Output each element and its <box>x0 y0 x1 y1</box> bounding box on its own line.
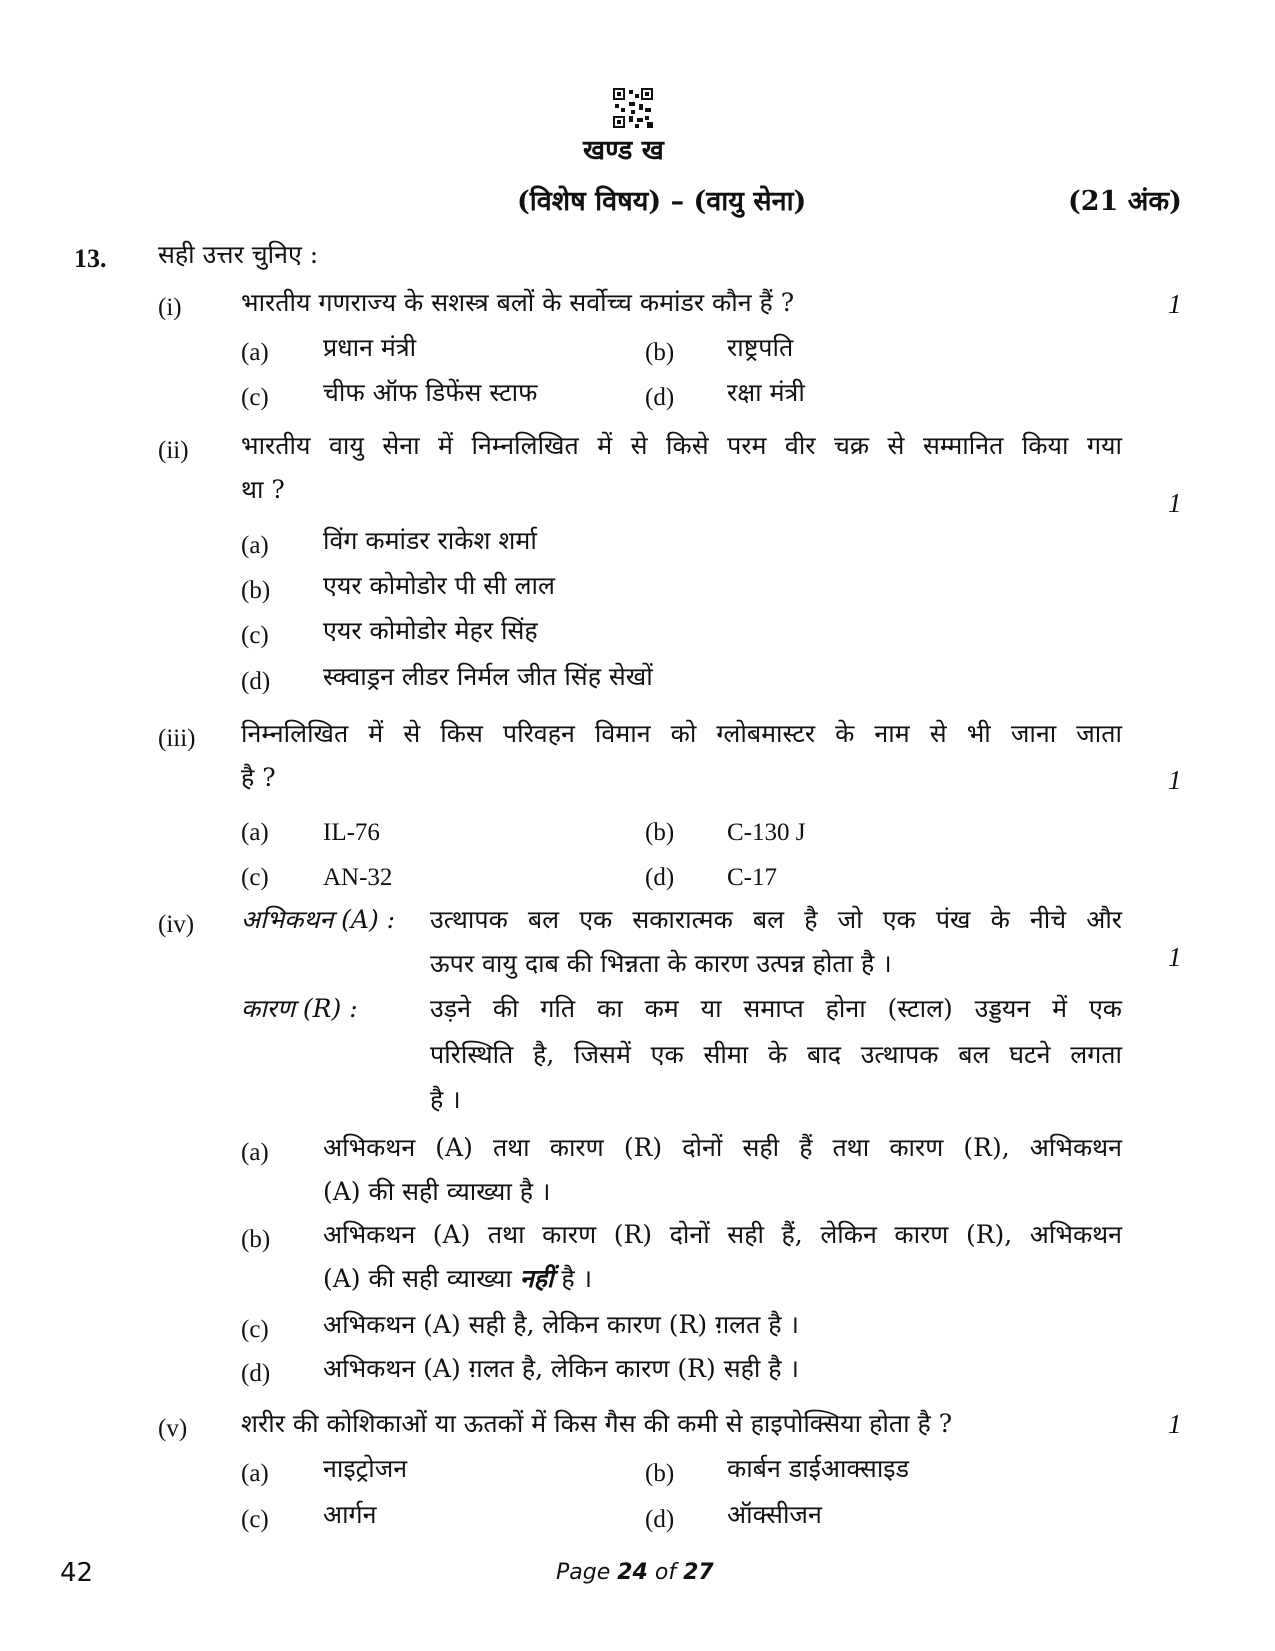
option-label: (d) <box>241 668 271 695</box>
option-text: एयर कोमोडोर पी सी लाल <box>323 571 555 600</box>
option-label: (d) <box>645 864 675 891</box>
paper-code: 42 <box>60 1558 94 1588</box>
option-text: रक्षा मंत्री <box>727 378 805 407</box>
subquestion-number: (iv) <box>158 911 195 938</box>
reason-text-cont: परिस्थिति है, जिसमें एक सीमा के बाद उत्थापक बल घटने लगता <box>430 1040 1122 1069</box>
subquestion-text: भारतीय वायु सेना में निम्नलिखित में से किसे परम वीर चक्र से सम्मानित किया गया <box>241 431 1122 460</box>
option-label: (c) <box>241 384 269 411</box>
page-label: Page <box>556 1560 611 1585</box>
page-indicator <box>556 1560 714 1585</box>
mark: 1 <box>1168 1409 1182 1439</box>
option-text: ऑक्सीजन <box>727 1500 822 1529</box>
subquestion-text-cont: था ? <box>241 475 285 504</box>
option-label: (a) <box>241 339 269 366</box>
qr-code-icon <box>613 88 653 128</box>
mark: 1 <box>1168 488 1182 518</box>
page-number: 24 <box>617 1560 648 1585</box>
subquestion-text: शरीर की कोशिकाओं या ऊतकों में किस गैस की कमी से हाइपोक्सिया होता है ? <box>241 1409 953 1438</box>
option-label: (b) <box>241 577 271 604</box>
option-text: IL-76 <box>323 819 380 846</box>
option-text: कार्बन डाईआक्साइड <box>727 1454 909 1483</box>
reason-text: उड़ने की गति का कम या समाप्त होना (स्टाल) उड्डयन में एक <box>430 994 1122 1023</box>
page-of: of <box>654 1560 677 1585</box>
option-text: विंग कमांडर राकेश शर्मा <box>323 526 537 555</box>
option-label: (d) <box>645 384 675 411</box>
assertion-label: अभिकथन (A) : <box>241 905 396 934</box>
question-instruction: सही उत्तर चुनिए : <box>158 240 319 269</box>
question-number: 13. <box>74 244 107 273</box>
option-text: राष्ट्रपति <box>727 333 794 362</box>
option-label: (d) <box>645 1506 675 1533</box>
subquestion-number: (ii) <box>158 437 189 464</box>
option-label: (a) <box>241 1460 269 1487</box>
option-text: स्क्वाड्रन लीडर निर्मल जीत सिंह सेखों <box>323 662 653 691</box>
option-label: (c) <box>241 864 269 891</box>
option-text-cont: (A) की सही व्याख्या है । <box>323 1177 551 1206</box>
emphasis-text: नहीं <box>519 1264 554 1293</box>
option-text: अभिकथन (A) तथा कारण (R) दोनों सही हैं, लेकिन कारण (R), अभिकथन <box>323 1220 1122 1249</box>
assertion-text-cont: ऊपर वायु दाब की भिन्नता के कारण उत्पन्न होता है । <box>430 949 892 978</box>
subquestion-number: (v) <box>158 1415 188 1442</box>
option-text: AN-32 <box>323 864 393 891</box>
option-text: C-17 <box>727 864 777 891</box>
subquestion-text-cont: है ? <box>241 763 276 792</box>
option-text: नाइट्रोजन <box>323 1454 408 1483</box>
option-label: (c) <box>241 1316 269 1343</box>
option-text: एयर कोमोडोर मेहर सिंह <box>323 616 538 645</box>
reason-label: कारण (R) : <box>241 994 358 1023</box>
section-marks: (21 अंक) <box>1068 186 1182 217</box>
option-label: (b) <box>241 1226 271 1253</box>
option-text: C-130 J <box>727 819 806 846</box>
option-text-cont <box>323 1264 592 1294</box>
section-subtitle: (विशेष विषय) – (वायु सेना) <box>517 186 807 217</box>
mark: 1 <box>1168 289 1182 319</box>
option-text: अभिकथन (A) तथा कारण (R) दोनों सही हैं तथा कारण (R), अभिकथन <box>323 1133 1122 1162</box>
subquestion-text: भारतीय गणराज्य के सशस्त्र बलों के सर्वोच्च कमांडर कौन हैं ? <box>241 288 795 317</box>
mark: 1 <box>1168 765 1182 795</box>
reason-text-end: है । <box>430 1085 461 1114</box>
option-label: (a) <box>241 819 269 846</box>
option-text-part: (A) की सही व्याख्या <box>323 1264 512 1293</box>
option-label: (b) <box>645 1460 675 1487</box>
assertion-text: उत्थापक बल एक सकारात्मक बल है जो एक पंख के नीचे और <box>430 905 1122 934</box>
option-label: (c) <box>241 622 269 649</box>
option-label: (b) <box>645 339 675 366</box>
option-label: (b) <box>645 819 675 846</box>
option-text: अभिकथन (A) ग़लत है, लेकिन कारण (R) सही है । <box>323 1354 799 1383</box>
subquestion-number: (iii) <box>158 725 196 752</box>
option-label: (a) <box>241 1139 269 1166</box>
option-text: आर्गन <box>323 1500 377 1529</box>
option-text: चीफ ऑफ डिफेंस स्टाफ <box>323 378 538 407</box>
option-text: प्रधान मंत्री <box>323 333 417 362</box>
section-title: खण्ड ख <box>583 135 664 166</box>
option-text: अभिकथन (A) सही है, लेकिन कारण (R) ग़लत है । <box>323 1310 799 1339</box>
subquestion-number: (i) <box>158 294 182 321</box>
option-label: (c) <box>241 1506 269 1533</box>
option-label: (d) <box>241 1360 271 1387</box>
subquestion-text: निम्नलिखित में से किस परिवहन विमान को ग्लोबमास्टर के नाम से भी जाना जाता <box>241 719 1122 748</box>
option-text-part: है । <box>561 1264 593 1293</box>
mark: 1 <box>1168 942 1182 972</box>
option-label: (a) <box>241 532 269 559</box>
page-total: 27 <box>683 1560 714 1585</box>
